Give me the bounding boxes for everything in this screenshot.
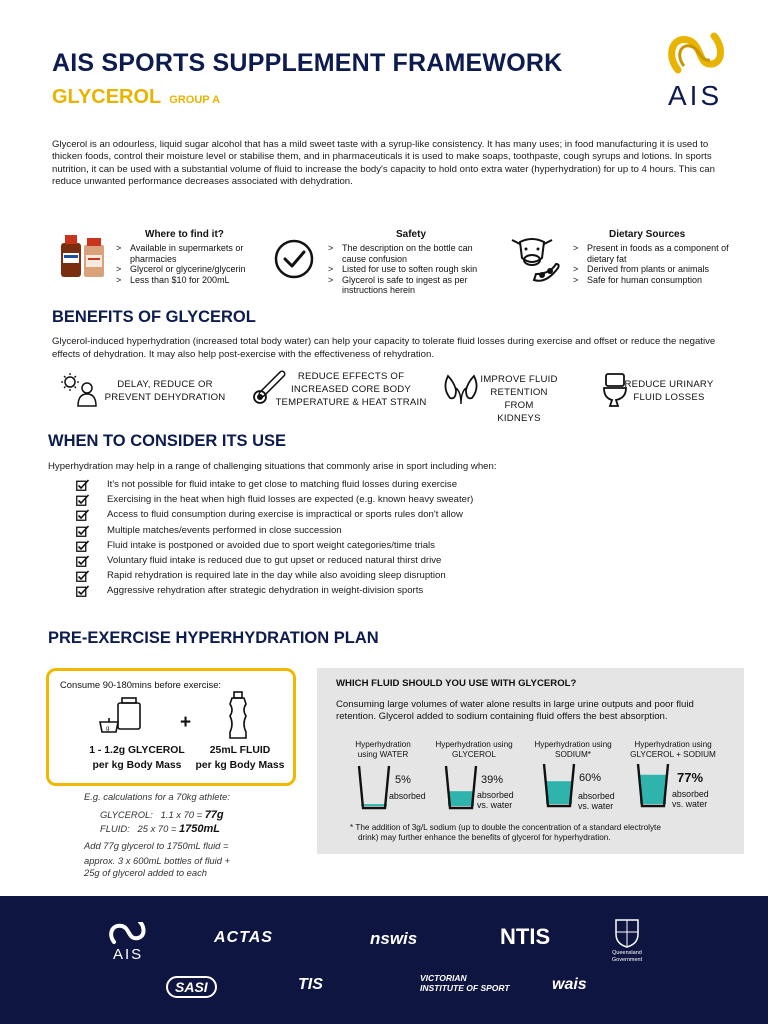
checklist-item: Multiple matches/events performed in close succession (76, 523, 473, 538)
fluid-choice-text: Consuming large volumes of water alone results in large urine outputs and poor fluid retention. Glycerol added to sodium containing fluid offers the best absorption. (336, 699, 694, 723)
absorbed-glycerol-sodium: absorbed vs. water (672, 789, 709, 810)
victorian-institute-logo: VICTORIAN INSTITUTE OF SPORT (420, 973, 510, 993)
kidneys-icon (442, 370, 480, 406)
list-item: > Derived from plants or animals (573, 264, 733, 275)
glycerol-bottles-icon (55, 233, 107, 279)
plan-heading: PRE-EXERCISE HYPERHYDRATION PLAN (48, 629, 379, 647)
bottle-instructions: Add 77g glycerol to 1750mL fluid = approx. 3 x 600mL bottles of fluid + 25g of glycerol added to each (84, 840, 231, 878)
queensland-crest-icon (612, 914, 642, 948)
benefit-urinary-losses: REDUCE URINARY FLUID LOSSES (624, 379, 714, 403)
glycerol-calculation: GLYCEROL: 1.1 x 70 = 77g (100, 809, 224, 821)
supplement-subtitle (52, 86, 220, 109)
benefit-kidney-retention: IMPROVE FLUID RETENTION FROM KIDNEYS (480, 374, 558, 424)
pct-glycerol-sodium: 77% (677, 770, 704, 785)
glycerol-dose: 1 - 1.2g GLYCEROL per kg Body Mass (89, 745, 185, 771)
checkbox-tick-icon (76, 585, 90, 597)
fill-level (448, 791, 474, 806)
ntis-logo: NTIS (500, 924, 551, 949)
ais-footer-logo-icon (106, 922, 148, 948)
wais-logo: wais (552, 976, 587, 993)
queensland-government-logo: Queensland Government (611, 950, 643, 963)
scale-and-jar-icon (96, 694, 160, 738)
benefit-core-temperature: REDUCE EFFECTS OF INCREASED CORE BODY TEMPERATURE & HEAT STRAIN (275, 371, 427, 408)
checkbox-tick-icon (76, 509, 90, 521)
partner-logos-footer (0, 896, 768, 1024)
checklist-item: Rapid rehydration is required late in the day while also avoiding sleep disruption (76, 568, 473, 583)
checkbox-tick-icon (76, 540, 90, 552)
column-label-glycerol-sodium: Hyperhydration using GLYCEROL + SODIUM (630, 740, 716, 759)
absorbed-sodium: absorbed vs. water (578, 791, 615, 812)
fill-level (546, 781, 572, 804)
intro-paragraph: Glycerol is an odourless, liquid sugar alcohol that has a mild sweet taste with a syrup-like consistency. It has many uses; in food manufacturing it is used to thicken foods, control their moisture level or stabilise them, and in pharmaceuticals it is used to make soaps, toothpaste, cough syrups and lotions. In sports nutrition, it can be used with a substantial volume of fluid to increase the body's capacity to hold onto extra water (hyperhydration) for up to 4 hours. This can reduce unwanted performance decreases associated with dehydration. (52, 139, 715, 188)
fill-level (640, 775, 666, 804)
checklist-item: Voluntary fluid intake is reduced due to gut upset or reduced natural thirst drive (76, 553, 473, 568)
checklist-item: Exercising in the heat when high fluid losses are expected (e.g. known heavy sweater) (76, 492, 473, 507)
checklist-item: Access to fluid consumption during exercise is impractical or sports rules don't allow (76, 507, 473, 522)
column-label-water: Hyperhydration using WATER (355, 740, 411, 759)
list-item: > The description on the bottle can cause confusion (328, 243, 498, 264)
list-item: > Available in supermarkets or pharmacies (116, 243, 266, 264)
fluid-choice-title: WHICH FLUID SHOULD YOU USE WITH GLYCEROL? (336, 678, 577, 689)
list-item: > Glycerol is safe to ingest as per instructions herein (328, 275, 498, 296)
checklist-item: Aggressive rehydration after strategic dehydration in weight-division sports (76, 583, 473, 598)
where-title: Where to find it? (145, 229, 224, 240)
list-item: > Safe for human consumption (573, 275, 733, 286)
pct-water: 5% (395, 774, 411, 786)
fluid-dose: 25mL FLUID per kg Body Mass (195, 745, 285, 771)
glass-water-icon (357, 764, 391, 810)
checklist-item: Fluid intake is postponed or avoided due to sport weight categories/time trials (76, 538, 473, 553)
safety-title: Safety (396, 229, 427, 240)
benefits-paragraph: Glycerol-induced hyperhydration (increased total body water) can help your capacity to tolerate fluid losses during exercise and offset or reduce the negative effects of dehydration. It may also help post-exercise with the effectiveness of rehydration. (52, 336, 716, 360)
when-checklist (76, 477, 473, 599)
sodium-footnote: * The addition of 3g/L sodium (up to double the concentration of a standard electrolyte drink) may further enhance the benefits of glycerol for hyperhydration. (350, 823, 661, 842)
pct-glycerol: 39% (481, 774, 504, 786)
sun-person-icon (60, 372, 100, 408)
checkbox-tick-icon (76, 479, 90, 491)
dietary-list (573, 243, 733, 285)
list-item: > Glycerol or glycerine/glycerin (116, 264, 266, 275)
page-title: AIS SPORTS SUPPLEMENT FRAMEWORK (52, 49, 563, 77)
checkbox-tick-icon (76, 494, 90, 506)
supplement-group: GROUP A (169, 94, 221, 106)
nswis-logo: nswis (370, 929, 418, 948)
list-item: > Listed for use to soften rough skin (328, 264, 498, 275)
fluid-calculation: FLUID: 25 x 70 = 1750mL (100, 823, 220, 835)
checkbox-tick-icon (76, 525, 90, 537)
cow-and-soybean-icon (506, 230, 564, 286)
safety-list (328, 243, 498, 296)
glass-sodium-icon (542, 762, 576, 808)
checklist-item: It's not possible for fluid intake to get close to matching fluid losses during exercise (76, 477, 473, 492)
svg-text:g: g (106, 726, 110, 732)
absorbed-glycerol: absorbed vs. water (477, 790, 514, 811)
absorbed-water: absorbed (389, 791, 426, 801)
plus-sign: + (180, 712, 192, 733)
when-heading: WHEN TO CONSIDER ITS USE (48, 432, 287, 450)
ais-logo-text: AIS (668, 80, 723, 111)
tis-logo: TIS (298, 976, 323, 993)
fill-level (361, 804, 387, 806)
check-circle-icon (273, 238, 315, 280)
checkbox-tick-icon (76, 555, 90, 567)
glass-glycerol-icon (444, 764, 478, 810)
water-bottle-icon (226, 690, 250, 740)
consume-timing: Consume 90-180mins before exercise: (60, 679, 222, 690)
pct-sodium: 60% (579, 772, 602, 784)
where-list (116, 243, 266, 285)
supplement-name: GLYCEROL (52, 86, 162, 108)
column-label-glycerol: Hyperhydration using GLYCEROL (435, 740, 513, 759)
checkbox-tick-icon (76, 570, 90, 582)
list-item: > Present in foods as a component of dietary fat (573, 243, 733, 264)
glass-glycerol-sodium-icon (636, 762, 670, 808)
dietary-title: Dietary Sources (609, 229, 686, 240)
example-label: E.g. calculations for a 70kg athlete: (84, 791, 230, 802)
column-label-sodium: Hyperhydration using SODIUM* (534, 740, 612, 759)
actas-logo: ACTAS (214, 929, 273, 946)
when-intro: Hyperhydration may help in a range of challenging situations that commonly arise in sport including when: (48, 461, 497, 472)
benefits-heading: BENEFITS OF GLYCEROL (52, 308, 256, 326)
sasi-logo: SASI (166, 976, 217, 998)
list-item: > Less than $10 for 200mL (116, 275, 266, 286)
ais-footer-logo: AIS (113, 946, 144, 963)
benefit-dehydration: DELAY, REDUCE OR PREVENT DEHYDRATION (104, 379, 226, 403)
